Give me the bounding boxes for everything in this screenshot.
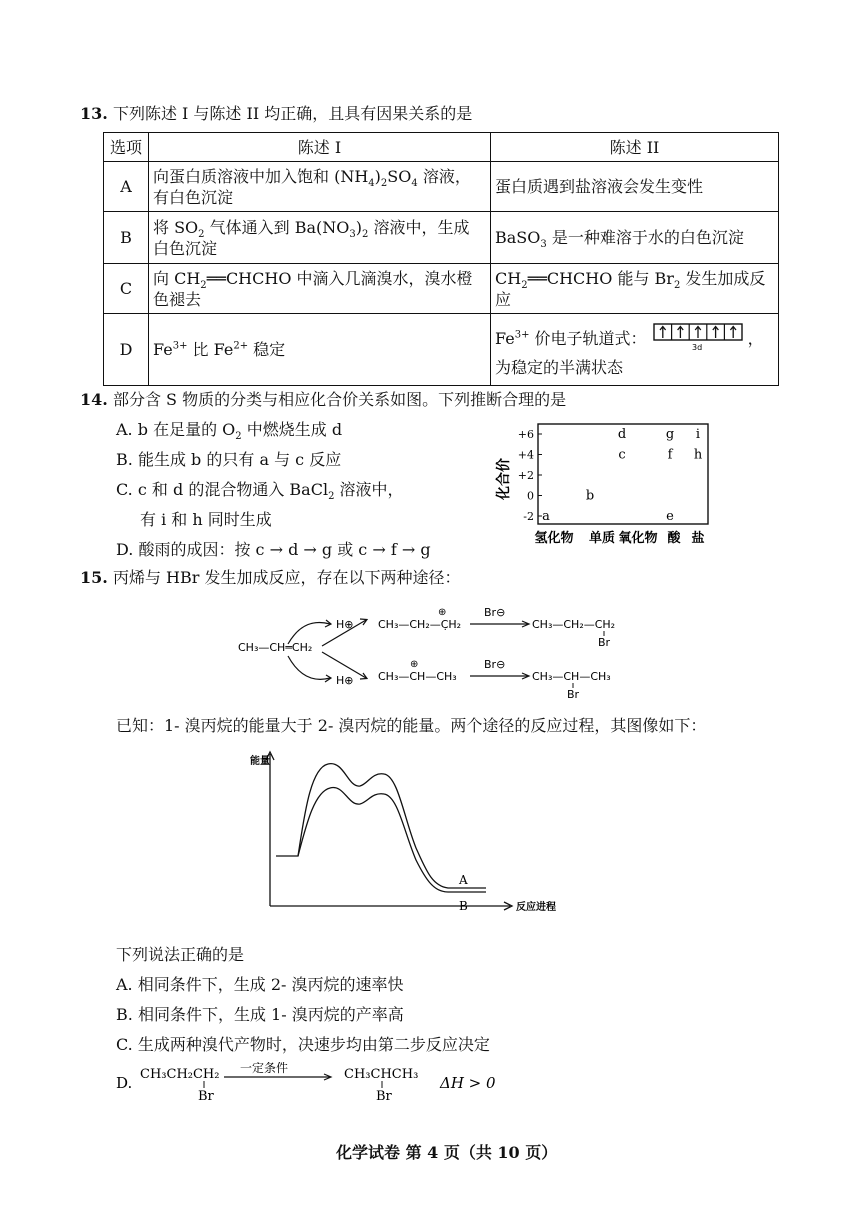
energy-curve-b <box>298 788 486 892</box>
q14-option-a <box>116 417 343 443</box>
option-d-condition: 一定条件 <box>240 1062 289 1075</box>
chart-point-d: d <box>617 427 627 442</box>
q15-option-d <box>112 1062 532 1112</box>
q15-option-b <box>116 1002 404 1025</box>
q15-option-label: A. <box>116 975 133 994</box>
q13-row-a <box>104 162 779 212</box>
q14-stem-text: 部分含 S 物质的分类与相应化合价关系如图。下列推断合理的是 <box>112 390 567 409</box>
q15-option-d-label: D. <box>116 1074 133 1092</box>
chart-point-f: f <box>667 447 673 463</box>
q13-row-option: B <box>104 212 149 264</box>
q14-option-text: b 在足量的 $O_2$ 中燃烧生成 d <box>137 420 343 443</box>
q13-row-statement-1: 向蛋白质溶液中加入饱和 $(NH_4)_2SO_4$ 溶液， 有白色沉淀 <box>149 162 491 212</box>
chart-point-h: h <box>693 447 703 463</box>
q13-header-statement-1: 陈述 I <box>149 133 491 162</box>
q13-stem-text: 下列陈述 I 与陈述 II 均正确，且具有因果关系的是 <box>112 104 473 123</box>
q15-option-label: B. <box>116 1005 133 1024</box>
chart-x-category-label: 单质 <box>588 531 616 546</box>
q13-row-option: C <box>104 264 149 314</box>
q14-option-label: D. <box>116 540 134 559</box>
sulfur-valence-chart <box>490 418 720 550</box>
q14-option-label: C. <box>116 480 133 499</box>
curved-arrow-bottom <box>288 656 330 679</box>
q15-option-text: 相同条件下，生成 1- 溴丙烷的产率高 <box>137 1005 404 1024</box>
intermediate-secondary: CH₃—CH—CH₃ <box>378 670 457 683</box>
option-d-product-br: Br <box>376 1089 392 1104</box>
q13-row-option: D <box>104 314 149 386</box>
q14-option-text: 有 i 和 h 同时生成 <box>140 510 272 529</box>
q15-option-text: 相同条件下，生成 2- 溴丙烷的速率快 <box>137 975 404 994</box>
option-d-delta-h: ΔH > 0 <box>440 1074 496 1092</box>
option-d-reactant-br: Br <box>198 1089 214 1104</box>
carbocation-plus-bottom: ⊕ <box>410 659 419 670</box>
chart-point-g: g <box>665 427 675 442</box>
q14-option-label: B. <box>116 450 133 469</box>
chart-x-category-label: 氢化物 <box>534 531 574 546</box>
q13-row-statement-2: $CH_2══CHCHO$ 能与 $Br_2$ 发生加成反应 <box>491 264 779 314</box>
fe3-orbital-prefix: $Fe^{3+}$ 价电子轨道式： <box>495 328 647 348</box>
q13-row-c <box>104 264 779 314</box>
q13-row-statement-2 <box>491 314 779 386</box>
chart-point-b: b <box>585 488 595 504</box>
br-minus-bottom: Br⊖ <box>484 658 506 671</box>
q15-option-a <box>116 972 404 995</box>
energy-axis-label: 能量 <box>250 756 270 767</box>
page-footer: 化学试卷 第 4 页（共 10 页） <box>336 1143 558 1162</box>
q15-stem-text: 丙烯与 HBr 发生加成反应，存在以下两种途径： <box>112 568 461 587</box>
q13-row-d <box>104 314 779 386</box>
chart-points <box>542 427 703 524</box>
chart-y-tick-label: +4 <box>517 448 534 462</box>
q13-row-statement-2: 蛋白质遇到盐溶液会发生变性 <box>491 162 779 212</box>
h-plus-bottom: H⊕ <box>336 674 354 687</box>
q14-number: 14. <box>80 390 108 409</box>
q15-option-text: 生成两种溴代产物时，决速步均由第二步反应决定 <box>137 1035 490 1054</box>
energy-profile-chart <box>248 748 568 918</box>
curve-label-b: B <box>459 899 468 913</box>
q13-table-header <box>104 133 779 162</box>
br-minus-top: Br⊖ <box>484 606 506 619</box>
addition-reaction-scheme <box>230 598 630 702</box>
q14-option-label: A. <box>116 420 133 439</box>
fe3-half-full-text: 为稳定的半满状态 <box>495 357 624 377</box>
q15-stem <box>80 565 460 588</box>
fe3-orbital-comma: ， <box>747 328 764 348</box>
q13-row-option: A <box>104 162 149 212</box>
chart-x-category-label: 氧化物 <box>618 531 658 546</box>
q14-option-text: 能生成 b 的只有 a 与 c 反应 <box>137 450 342 469</box>
q13-row-statement-1: 向 $CH_2══CHCHO$ 中滴入几滴溴水，溴水橙 色褪去 <box>149 264 491 314</box>
orbital-diagram <box>652 322 748 357</box>
chart-x-category-label: 盐 <box>691 531 705 546</box>
product-1-bromopropane: CH₃—CH₂—CH₂ <box>532 618 616 631</box>
orbital-boxes-icon <box>652 322 748 352</box>
q15-option-label: C. <box>116 1035 133 1054</box>
q15-number: 15. <box>80 568 108 587</box>
product-2-bromopropane: CH₃—CH—CH₃ <box>532 670 611 683</box>
chart-point-e: e <box>666 509 674 524</box>
q13-table <box>103 132 779 386</box>
q15-option-c <box>116 1032 490 1055</box>
q14-option-c <box>116 477 404 503</box>
q15-known: 已知：1- 溴丙烷的能量大于 2- 溴丙烷的能量。两个途径的反应过程，其图像如下： <box>116 716 707 735</box>
carbocation-plus-top: ⊕ <box>438 607 447 618</box>
q13-row-statement-1: $Fe^{3+}$ 比 $Fe^{2+}$ 稳定 <box>149 314 491 386</box>
chart-y-tick-label: +6 <box>517 428 534 441</box>
chart-x-category-label: 酸 <box>667 531 681 546</box>
q13-number: 13. <box>80 104 108 123</box>
product-1-br: Br <box>598 636 611 649</box>
chart-point-i: i <box>695 427 701 442</box>
q13-row-statement-2: BaSO$_3$ 是一种难溶于水的白色沉淀 <box>491 212 779 264</box>
energy-curve-a <box>276 764 486 888</box>
q14-option-text: 酸雨的成因：按 c → d → g 或 c → f → g <box>138 540 431 559</box>
intermediate-primary: CH₃—CH₂—C̣H₂ <box>378 618 462 631</box>
curve-label-a: A <box>459 873 468 887</box>
chart-y-label: 化合价 <box>496 458 512 500</box>
q13-header-statement-2: 陈述 II <box>491 133 779 162</box>
q13-row-b <box>104 212 779 264</box>
q14-option-text: c 和 d 的混合物通入 BaCl$_2$ 溶液中， <box>137 480 404 503</box>
reaction-progress-label: 反应进程 <box>516 902 556 913</box>
q14-option-c-cont <box>140 507 272 530</box>
q13-row-statement-1: 将 $SO_2$ 气体通入到 $Ba(NO_3)_2$ 溶液中，生成 白色沉淀 <box>149 212 491 264</box>
chart-y-tick-label: -2 <box>523 510 534 523</box>
orbital-label-3d: 3d <box>691 342 702 352</box>
chart-x-categories <box>534 530 704 546</box>
propene-formula: CH₃—CH═CH₂ <box>238 641 313 654</box>
product-2-br: Br <box>567 688 580 701</box>
q13-header-option: 选项 <box>104 133 149 162</box>
q15-question: 下列说法正确的是 <box>116 945 245 964</box>
chart-point-a: a <box>542 509 550 524</box>
h-plus-top: H⊕ <box>336 618 354 631</box>
option-d-product: CH₃CHCH₃ <box>344 1067 419 1082</box>
q14-option-d <box>116 537 431 560</box>
q14-option-b <box>116 447 341 470</box>
chart-y-tick-label: 0 <box>527 489 534 503</box>
chart-y-tick-label: +2 <box>517 469 534 482</box>
chart-point-c: c <box>618 447 626 463</box>
option-d-reactant: CH₃CH₂CH₂ <box>140 1067 220 1082</box>
q13-stem <box>80 101 472 124</box>
q14-stem <box>80 387 566 410</box>
